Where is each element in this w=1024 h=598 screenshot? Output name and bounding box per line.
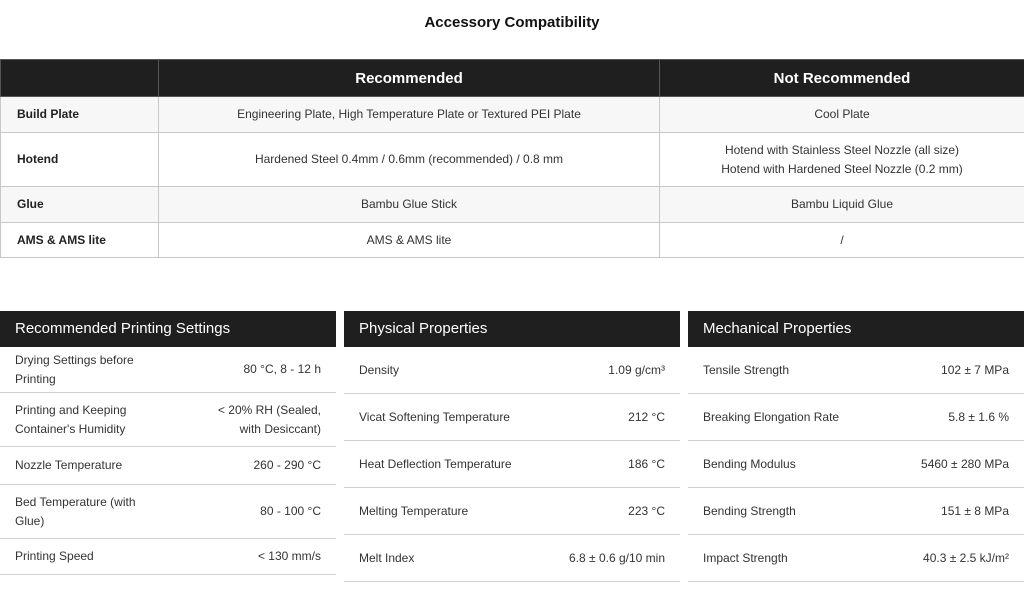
property-label: Bending Modulus [703,456,796,471]
setting-value: < 20% RH (Sealed, with Desiccant) [217,402,321,436]
list-item [0,485,336,539]
header-not-recommended: Not Recommended [660,60,1024,97]
property-label: Bending Strength [703,503,796,518]
mechanical-properties-panel [688,311,1024,582]
table-row-build-plate [1,97,1024,133]
physical-properties-title: Physical Properties [344,311,680,347]
list-item [344,535,680,582]
list-item [688,394,1024,441]
recommended-cell: Bambu Glue Stick [159,187,660,223]
page-title: Accessory Compatibility [424,14,600,31]
not-recommended-cell: Bambu Liquid Glue [660,187,1024,223]
property-label: Breaking Elongation Rate [703,409,840,424]
setting-label: Drying Settings before Printing [15,352,134,386]
row-label: Glue [1,187,159,223]
recommended-cell: AMS & AMS lite [159,223,660,258]
property-value: 5460 ± 280 MPa [921,456,1009,471]
physical-properties-panel [344,311,680,582]
property-label: Vicat Softening Temperature [359,409,510,424]
table-row-hotend [1,133,1024,187]
row-label: Hotend [1,133,159,187]
list-item [344,347,680,394]
not-recommended-cell: Hotend with Stainless Steel Nozzle (all size) Hotend with Hardened Steel Nozzle (0.2 mm) [660,133,1024,187]
setting-value: 80 °C, 8 - 12 h [243,362,321,376]
property-label: Melt Index [359,550,415,565]
row-label: AMS & AMS lite [1,223,159,258]
property-label: Impact Strength [703,550,788,565]
setting-label: Nozzle Temperature [15,458,123,472]
property-value: 6.8 ± 0.6 g/10 min [569,550,665,565]
property-value: 1.09 g/cm³ [608,362,665,377]
property-value: 151 ± 8 MPa [941,503,1009,518]
list-item [688,535,1024,582]
property-value: 186 °C [628,456,665,471]
table-row-glue [1,187,1024,223]
setting-label: Printing and Keeping Container's Humidity [15,402,127,436]
list-item [344,394,680,441]
accessory-compatibility-table [0,59,1024,258]
setting-value: < 130 mm/s [257,549,321,563]
property-label: Heat Deflection Temperature [359,456,512,471]
list-item [0,539,336,575]
list-item [688,441,1024,488]
header-recommended: Recommended [159,60,660,97]
recommended-cell: Hardened Steel 0.4mm / 0.6mm (recommended) / 0.8 mm [159,133,660,187]
list-item [0,447,336,485]
mechanical-properties-title: Mechanical Properties [688,311,1024,347]
row-label: Build Plate [1,97,159,133]
property-label: Melting Temperature [359,503,469,518]
list-item [688,488,1024,535]
list-item [688,347,1024,394]
table-row-ams [1,223,1024,258]
not-recommended-cell: Cool Plate [660,97,1024,133]
list-item [0,347,336,393]
list-item [344,488,680,535]
list-item [344,441,680,488]
printing-settings-panel [0,311,336,575]
property-value: 102 ± 7 MPa [941,362,1009,377]
property-value: 212 °C [628,409,665,424]
property-label: Density [359,362,400,377]
setting-label: Bed Temperature (with Glue) [15,494,136,528]
property-value: 5.8 ± 1.6 % [948,409,1009,424]
setting-label: Printing Speed [15,549,94,563]
list-item [0,393,336,447]
setting-value: 260 - 290 °C [253,458,321,472]
property-label: Tensile Strength [703,362,790,377]
header-empty [1,60,159,97]
not-recommended-cell: / [660,223,1024,258]
table-header-row [1,60,1024,97]
printing-settings-title: Recommended Printing Settings [0,311,336,347]
property-value: 40.3 ± 2.5 kJ/m² [923,550,1009,565]
setting-value: 80 - 100 °C [260,504,321,518]
recommended-cell: Engineering Plate, High Temperature Plate or Textured PEI Plate [159,97,660,133]
property-value: 223 °C [628,503,665,518]
